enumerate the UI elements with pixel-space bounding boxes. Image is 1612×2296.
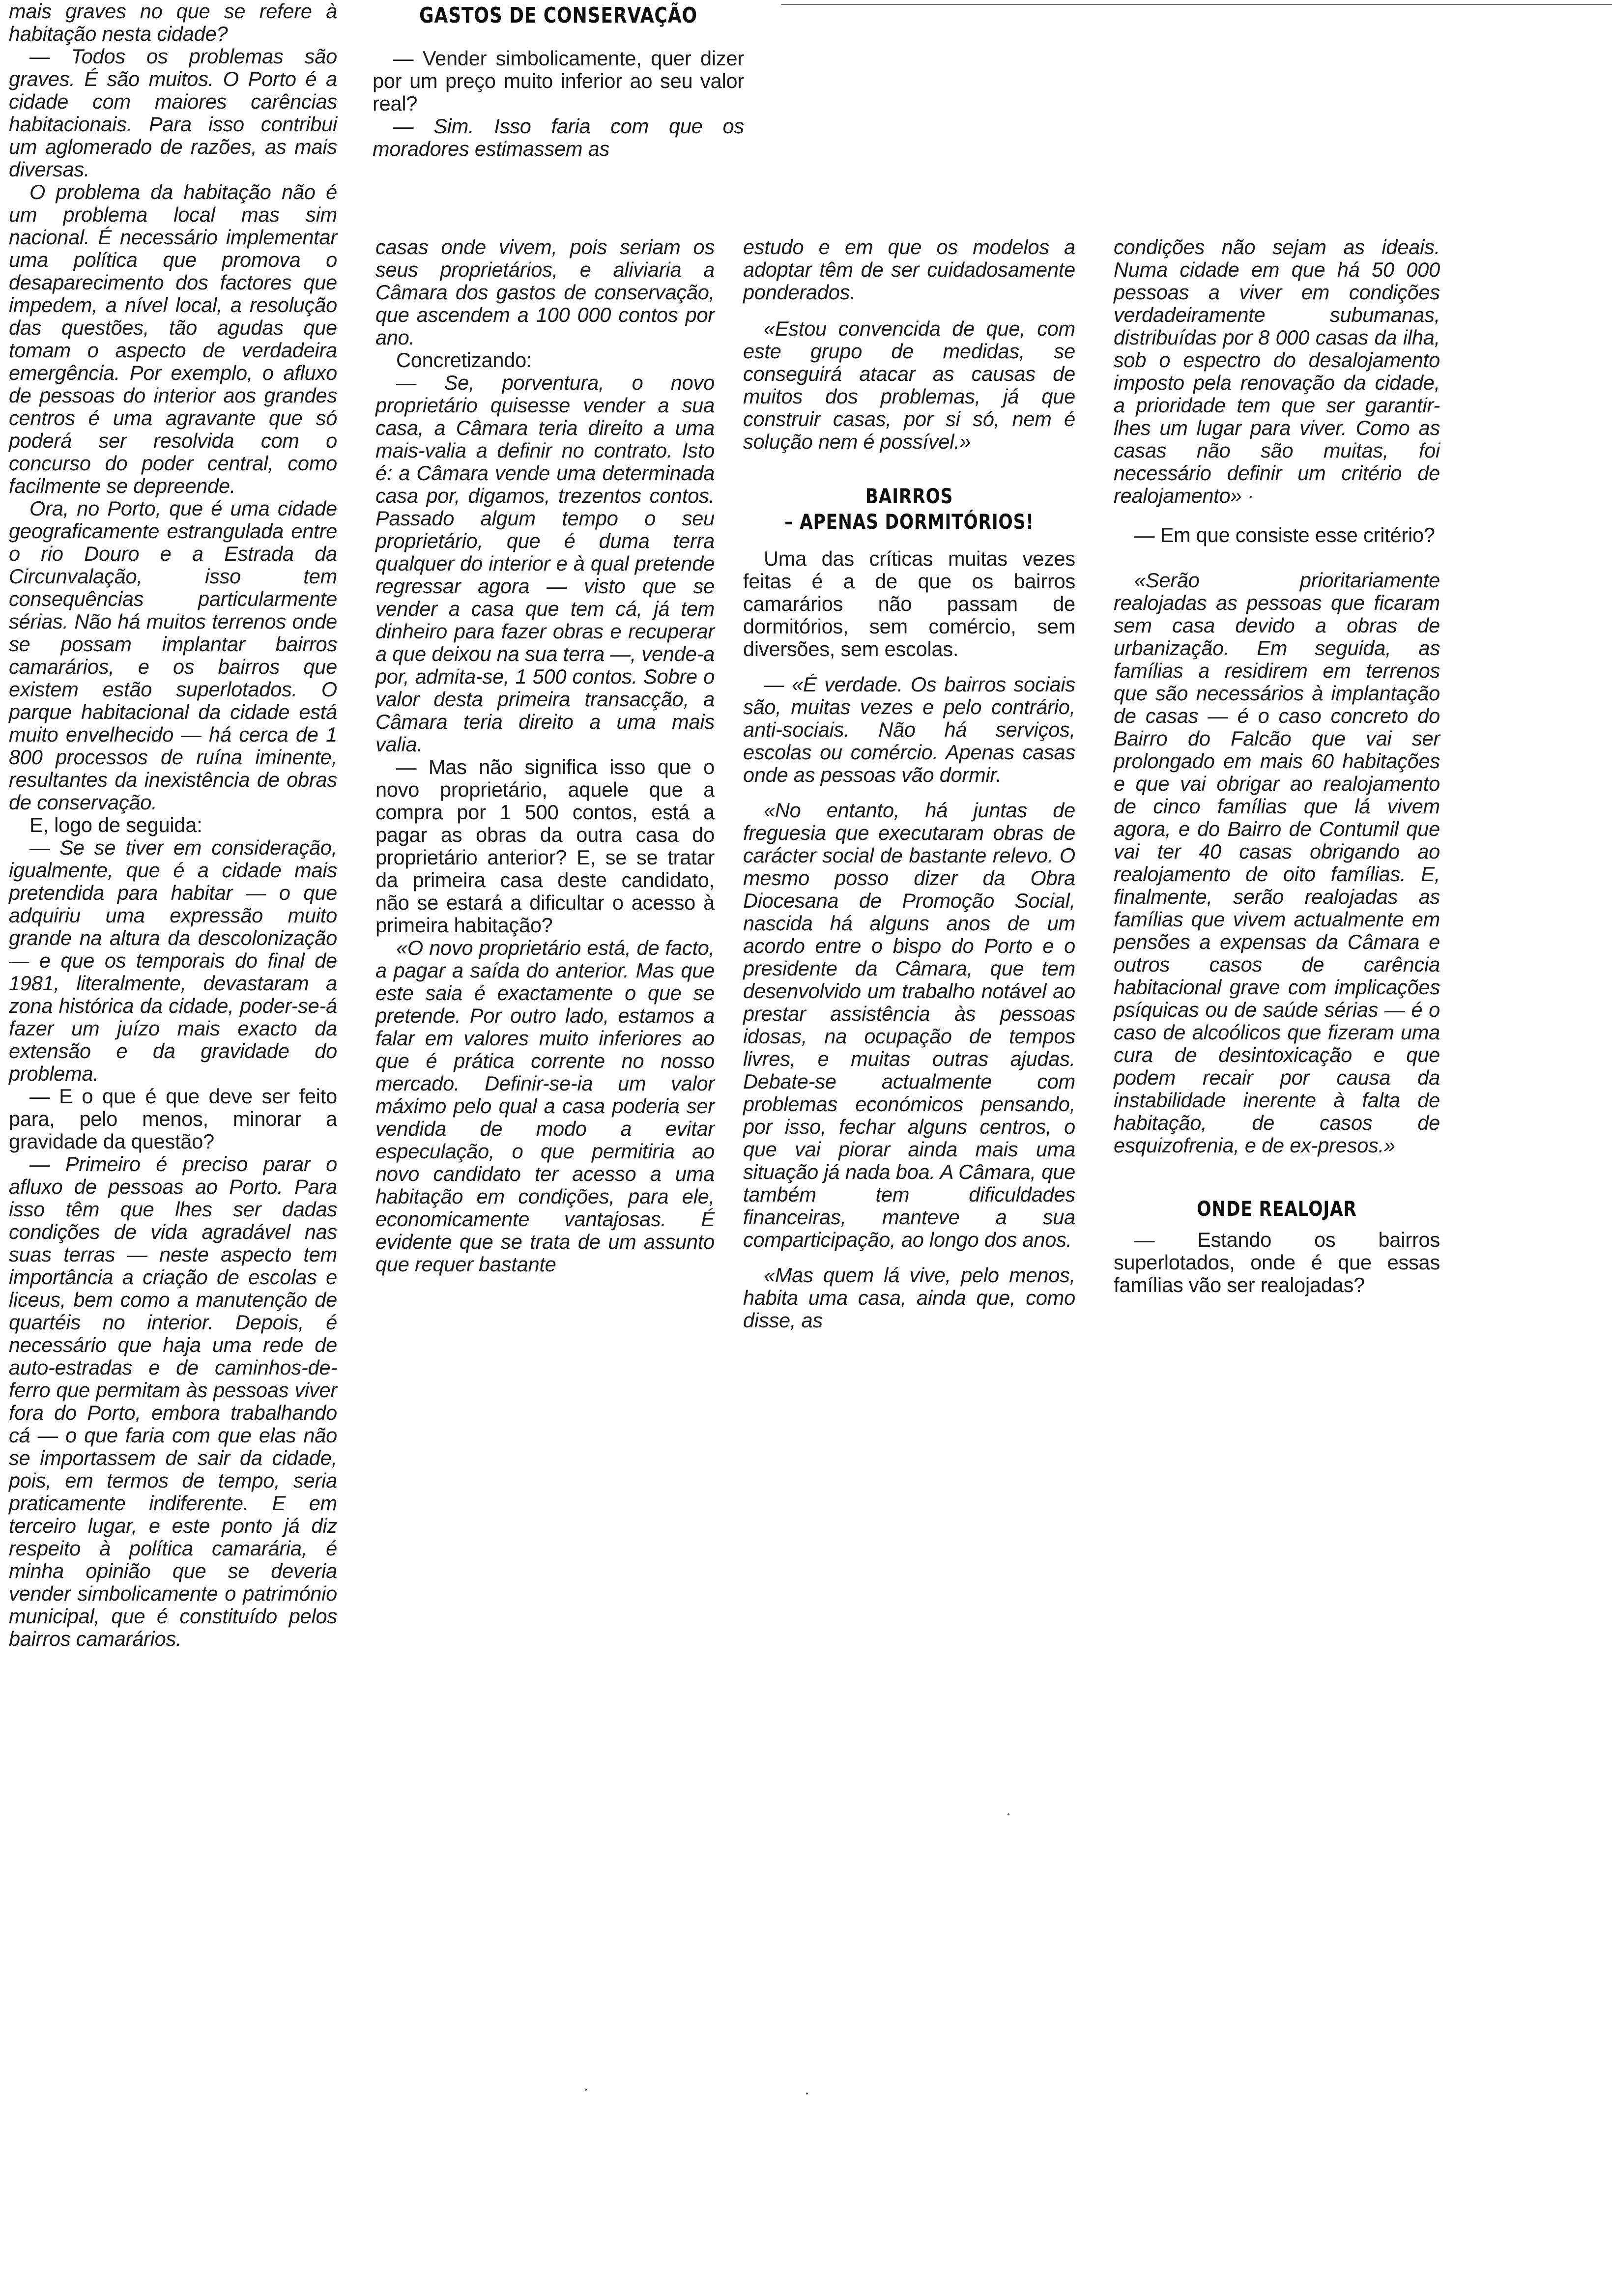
paragraph: — E o que é que deve ser feito para, pelo menos, minorar a gravidade da questão? [9, 1085, 337, 1153]
paragraph: condições não sejam as ideais. Numa cidade em que há 50 000 pessoas a viver em condições verdadeiramente subumanas, distribuídas por 8 000 casas da ilha, sob o espectro do desalojamento imposto pela renovação da cidade, a prioridade tem que ser garantir-lhes um lugar para viver. Como as casas não são muitas, foi necessário definir um critério de realojamento» · [1114, 235, 1440, 507]
paragraph: E, logo de seguida: [29, 813, 202, 836]
scan-speck [1008, 1813, 1009, 1815]
paragraph: «O novo proprietário está, de facto, a pagar a saída do anterior. Mas que este saia é exactamente o que se pretende. Por outro lado, estamos a falar em valores muito inferiores ao que é prática corrente no nosso mercado. Definir-se-ia um valor máximo pelo qual a casa poderia ser vendida de modo a evitar especulação, o que permitiria ao novo candidato ter acesso a uma habitação em condições, para ele, economicamente vantajosas. É evidente que se trata de um assunto que requer bastante [375, 936, 715, 1276]
column-1 [9, 0, 337, 1650]
paragraph: — Primeiro é preciso parar o afluxo de pessoas ao Porto. Para isso têm que lhes ser dadas condições de vida agradável nas suas terras — neste aspecto tem importância a criação de escolas e liceus, bem como a manutenção de quartéis no interior. Depois, é necessário que haja uma rede de auto-estradas e de caminhos-de-ferro que permitam às pessoas viver fora do Porto, embora trabalhando cá — o que faria com que elas não se importassem de sair da cidade, pois, em termos de tempo, seria praticamente indiferente. E em terceiro lugar, e este ponto já diz respeito à política camarária, é minha opinião que se deveria vender simbolicamente o património municipal, que é constituído pelos bairros camarários. [9, 1152, 337, 1650]
paragraph: — «É verdade. Os bairros sociais são, muitas vezes e pelo contrário, anti-sociais. Não há serviços, escolas ou comércio. Apenas casas onde as pessoas vão dormir. [743, 673, 1075, 786]
paragraph: Concretizando: [396, 348, 532, 372]
paragraph: Uma das críticas muitas vezes feitas é a de que os bairros camarários não passam de dormitórios, sem comércio, sem diversões, sem escolas. [743, 547, 1075, 660]
paragraph: — Em que consiste esse critério? [1134, 523, 1435, 546]
scan-speck [585, 2089, 587, 2091]
column-2 [375, 236, 715, 1276]
top-rule [781, 4, 1612, 5]
paragraph: «Estou convencida de que, com este grupo de medidas, se conseguirá atacar as causas de muitos dos problemas, já que construir casas, por si só, nem é solução nem é possível.» [743, 317, 1075, 453]
scan-speck [806, 2093, 808, 2095]
paragraph: mais graves no que se refere à habitação nesta cidade? [9, 0, 337, 45]
paragraph: «No entanto, há juntas de freguesia que executaram obras de carácter social de bastante relevo. O mesmo posso dizer da Obra Diocesana de Promoção Social, nascida há alguns anos de um acordo entre o bispo do Porto e o presidente da Câmara, que tem desenvolvido um trabalho notável ao prestar assistência às pessoas idosas, na ocupação de tempos livres, e muitas outras ajudas. Debate-se actualmente com problemas económicos pensando, por isso, fechar alguns centros, o que vai piorar ainda mais uma situação já nada boa. A Câmara, que também tem dificuldades financeiras, manteve a sua comparticipação, ao longo dos anos. [743, 799, 1075, 1251]
column-4 [1114, 236, 1440, 1296]
section-heading-bairros [773, 484, 1045, 535]
paragraph: — Se se tiver em consideração, igualmente, que é a cidade mais pretendida para habitar — o que adquiriu uma expressão muito grande na altura da descolonização — e que os temporais do final de 1981, literalmente, devastaram a zona histórica da cidade, poder-se-á fazer um juízo mais exacto da extensão e da gravidade do problema. [9, 836, 337, 1085]
paragraph: «Mas quem lá vive, pelo menos, habita uma casa, ainda que, como disse, as [743, 1263, 1075, 1332]
heading-line: BAIRROS [865, 484, 953, 508]
paragraph: — Se, porventura, o novo proprietário quisesse vender a sua casa, a Câmara teria direito a uma mais-valia a definir no contrato. Isto é: a Câmara vende uma determinada casa por, digamos, trezentos contos. Passado algum tempo o seu proprietário, que é duma terra qualquer do interior e à qual pretende regressar agora — visto que se vender a casa que tem cá, já tem dinheiro para fazer obras e recuperar a que deixou na sua terra —, vende-a por, admita-se, 1 500 contos. Sobre o valor desta primeira transacção, a Câmara teria direito a uma mais valia. [375, 371, 715, 756]
column-2-top [373, 0, 744, 160]
paragraph: O problema da habitação não é um problema local mas sim nacional. É necessário implementar uma política que promova o desaparecimento dos factores que impedem, a nível local, a resolução das questões, tão agudas que tomam o aspecto de verdadeira emergência. Por exemplo, o afluxo de pessoas do interior aos grandes centros é uma agravante que só poderá ser resolvida com o concurso do poder central, como facilmente se depreende. [9, 180, 337, 497]
paragraph: — Todos os problemas são graves. É são muitos. O Porto é a cidade com maiores carências habitacionais. Para isso contribui um aglomerado de razões, as mais diversas. [9, 45, 337, 181]
paragraph: casas onde vivem, pois seriam os seus proprietários, e aliviaria a Câmara dos gastos de conservação, que ascendem a 100 000 contos por ano. [375, 235, 715, 349]
heading-line: – APENAS DORMITÓRIOS! [784, 510, 1034, 534]
paragraph: estudo e em que os modelos a adoptar têm de ser cuidadosamente ponderados. [743, 235, 1075, 304]
paragraph: — Mas não significa isso que o novo proprietário, aquele que a compra por 1 500 contos, está a pagar as obras da outra casa do proprietário anterior? E, se se tratar da primeira casa deste candidato, não se estará a dificultar o acesso à primeira habitação? [375, 755, 715, 937]
paragraph: — Sim. Isso faria com que os moradores estimassem as [373, 115, 744, 160]
paragraph: — Vender simbolicamente, quer dizer por um preço muito inferior ao seu valor real? [373, 47, 744, 115]
section-heading-onde: ONDE REALOJAR [1197, 1197, 1357, 1221]
paragraph: «Serão prioritariamente realojadas as pessoas que ficaram sem casa devido a obras de urbanização. Em seguida, as famílias a residirem em terrenos que são necessários à implantação de casas — é o caso concreto do Bairro do Falcão que vai ser prolongado em mais 60 habitações e que vai obrigar ao realojamento de cinco famílias que lá vivem agora, e do Bairro de Contumil que vai ter 40 casas obrigando ao realojamento de oito famílias. E, finalmente, serão realojadas as famílias que vivem actualmente em pensões a expensas da Câmara e outros casos de carência habitacional grave com implicações psíquicas ou de saúde sérias — é o caso de alcoólicos que fizeram uma cura de desintoxicação e que podem recair por causa da instabilidade inerente à falta de habitação, de casos de esquizofrenia, e de ex-presos.» [1114, 569, 1440, 1157]
paragraph: — Estando os bairros superlotados, onde é que essas famílias vão ser realojadas? [1114, 1228, 1440, 1296]
column-3 [743, 236, 1075, 1332]
section-heading-gastos: GASTOS DE CONSERVAÇÃO [419, 3, 697, 28]
paragraph: Ora, no Porto, que é uma cidade geograficamente estrangulada entre o rio Douro e a Estrada da Circunvalação, isso tem consequências particularmente sérias. Não há muitos terrenos onde se possam implantar bairros camarários, e os bairros que existem estão superlotados. O parque habitacional da cidade está muito envelhecido — há cerca de 1 800 processos de ruína iminente, resultantes da inexistência de obras de conservação. [9, 497, 337, 814]
